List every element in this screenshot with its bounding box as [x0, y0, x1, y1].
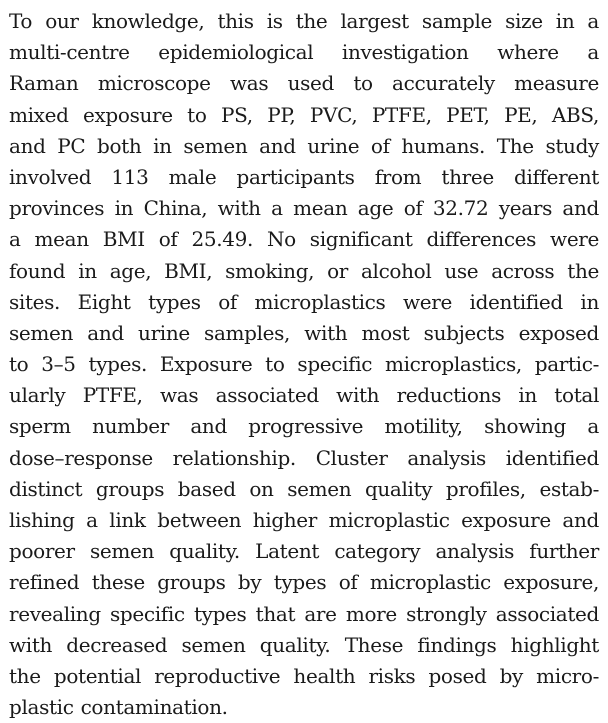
text-line: revealing specific types that are more strongly associated	[9, 601, 599, 626]
text-line: To our knowledge, this is the largest sample size in a	[9, 9, 599, 33]
text-line: found in age, BMI, smoking, or alcohol use across the	[9, 258, 599, 283]
text-line: and PC both in semen and urine of humans. The study	[9, 133, 599, 158]
text-line: distinct groups based on semen quality profiles, estab-	[9, 476, 599, 501]
text-line: the potential reproductive health risks posed by micro-	[9, 663, 599, 688]
text-line: refined these groups by types of microplastic exposure,	[9, 570, 599, 595]
text-line: semen and urine samples, with most subjects exposed	[9, 320, 599, 345]
text-line: involved 113 male participants from three different	[9, 164, 599, 189]
text-line: to 3–5 types. Exposure to specific microplastics, partic-	[9, 352, 599, 377]
text-line: mixed exposure to PS, PP, PVC, PTFE, PET, PE, ABS,	[9, 102, 599, 127]
text-line: with decreased semen quality. These findings highlight	[9, 632, 599, 657]
text-line: provinces in China, with a mean age of 32.72 years and	[9, 196, 599, 221]
text-line-last: plastic contamination.	[9, 695, 228, 720]
text-line: sites. Eight types of microplastics were identified in	[9, 289, 599, 314]
text-paragraph	[9, 6, 599, 723]
text-line: Raman microscope was used to accurately measure	[9, 71, 599, 96]
text-line: lishing a link between higher microplastic exposure and	[9, 508, 599, 532]
text-line: poorer semen quality. Latent category analysis further	[9, 539, 599, 564]
text-line: multi-centre epidemiological investigation where a	[9, 40, 599, 65]
text-line: ularly PTFE, was associated with reductions in total	[9, 383, 599, 408]
text-line: a mean BMI of 25.49. No significant differences were	[9, 227, 599, 252]
text-line: dose–response relationship. Cluster analysis identified	[9, 445, 599, 470]
text-line: sperm number and progressive motility, showing a	[9, 414, 599, 439]
